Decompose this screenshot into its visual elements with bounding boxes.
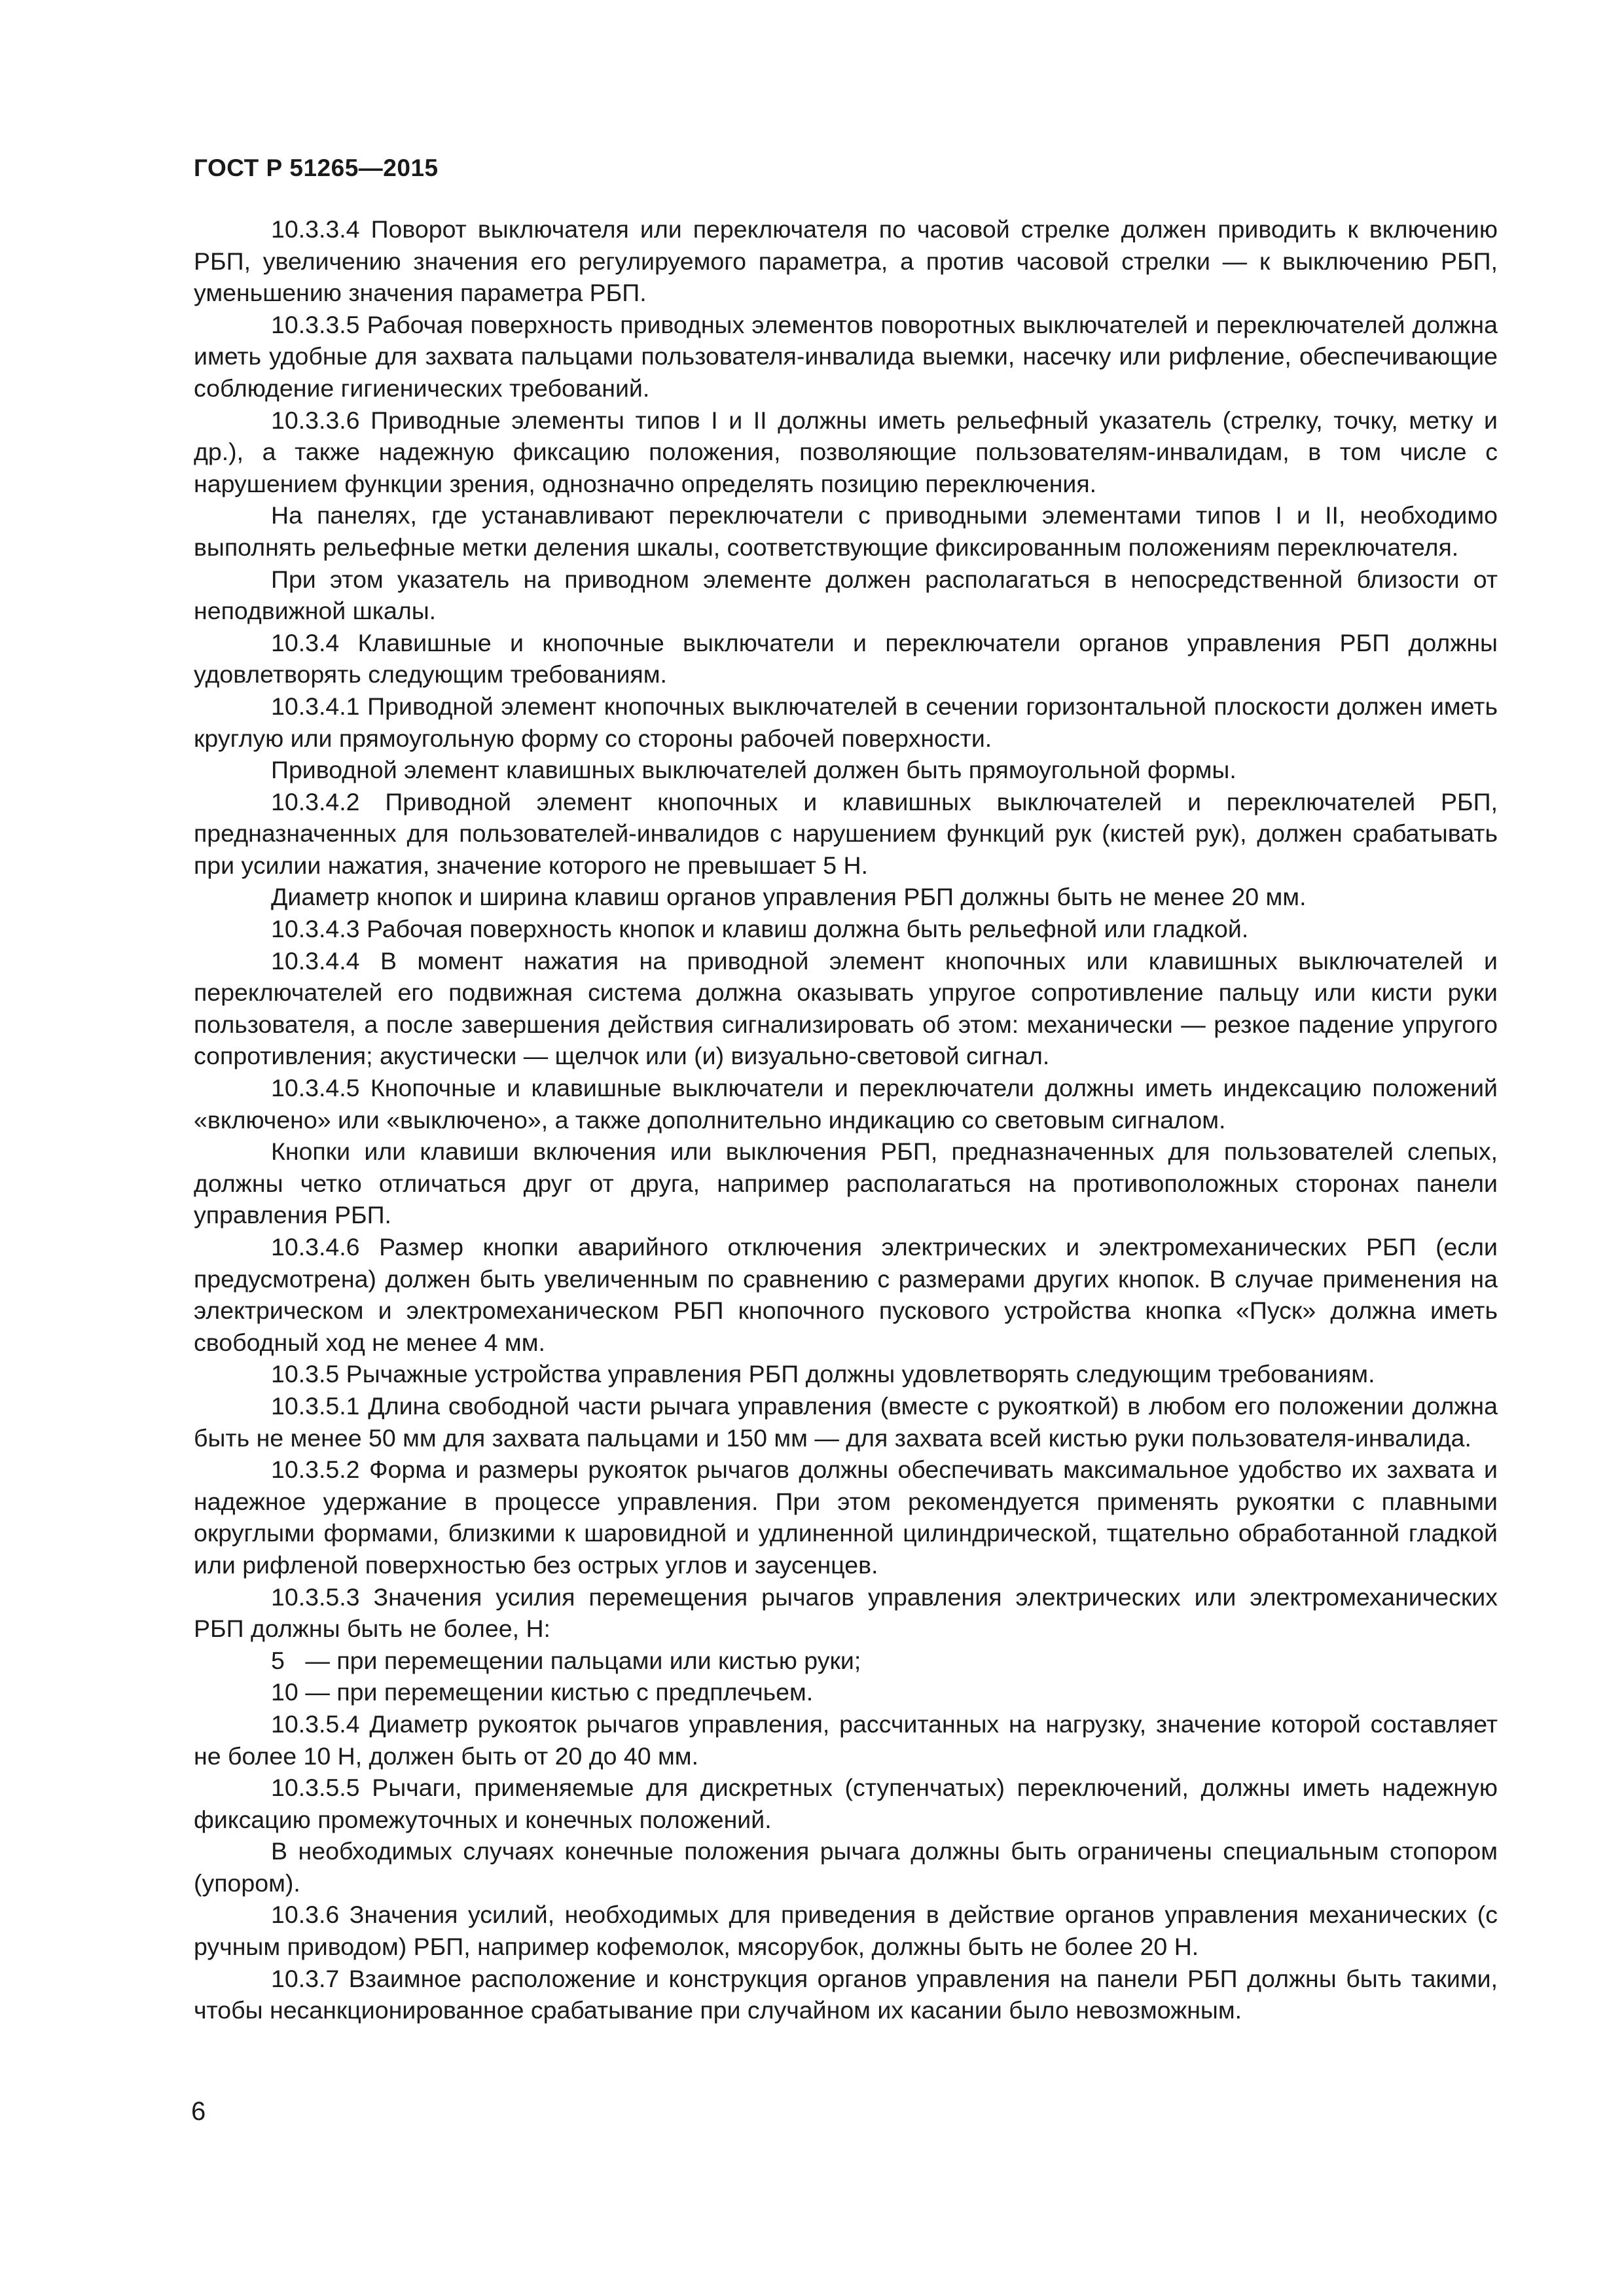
paragraph: 10.3.5.5 Рычаги, применяемые для дискретных (ступенчатых) переключений, должны иметь надежную фиксацию промежуточных и конечных положений. xyxy=(194,1774,1498,1833)
paragraph: 10.3.4.6 Размер кнопки аварийного отключения электрических и электромеханических РБП (если предусмотрена) должен быть увеличенным по сравнению с размерами других кнопок. В случае применения на электрическом и электромеханическом РБП кнопочного пускового устройства кнопка «Пуск» должна иметь свободный ход не менее 4 мм. xyxy=(194,1233,1498,1356)
paragraph: 10.3.4.5 Кнопочные и клавишные выключатели и переключатели должны иметь индексацию положений «включено» или «выключено», а также дополнительно индикацию со световым сигналом. xyxy=(194,1074,1498,1134)
paragraph: Кнопки или клавиши включения или выключения РБП, предназначенных для пользователей слепых, должны четко отличаться друг от друга, например располагаться на противоположных сторонах панели управления РБП. xyxy=(194,1138,1498,1229)
paragraph: 10.3.3.4 Поворот выключателя или переключателя по часовой стрелке должен приводить к включению РБП, увеличению значения его регулируемого параметра, а против часовой стрелки — к выключению РБП, уменьшению значения параметра РБП. xyxy=(194,215,1498,307)
force-description: — при перемещении пальцами или кистью руки; xyxy=(305,1646,861,1674)
paragraph: В необходимых случаях конечные положения рычага должны быть ограничены специальным стопором (упором). xyxy=(194,1837,1498,1897)
force-value: 5 xyxy=(271,1646,285,1674)
paragraph: 10.3.5.2 Форма и размеры рукояток рычагов должны обеспечивать максимальное удобство их захвата и надежное удержание в процессе управления. При этом рекомендуется применять рукоятки с плавными округлыми формами, близкими к шаровидной и удлиненной цилиндрической, тщательно обработанной гладкой или рифленой поверхностью без острых углов и заусенцев. xyxy=(194,1456,1498,1579)
document-body xyxy=(194,213,1498,2026)
paragraph: 10.3.4 Клавишные и кнопочные выключатели и переключатели органов управления РБП должны удовлетворять следующим требованиям. xyxy=(194,628,1498,689)
paragraph: Приводной элемент клавишных выключателей должен быть прямоугольной формы. xyxy=(271,756,1236,784)
force-list-item xyxy=(194,1645,1498,1677)
paragraph: Диаметр кнопок и ширина клавиш органов управления РБП должны быть не менее 20 мм. xyxy=(271,883,1307,911)
paragraph: 10.3.5 Рычажные устройства управления РБП должны удовлетворять следующим требованиям. xyxy=(271,1360,1375,1388)
force-value: 10 xyxy=(271,1678,298,1706)
paragraph: 10.3.4.2 Приводной элемент кнопочных и клавишных выключателей и переключателей РБП, предназначенных для пользователей-инвалидов с нарушением функций рук (кистей рук), должен срабатывать при усилии нажатия, значение которого не превышает 5 Н. xyxy=(194,787,1498,879)
paragraph: На панелях, где устанавливают переключатели с приводными элементами типов I и II, необходимо выполнять рельефные метки деления шкалы, соответствующие фиксированным положениям переключателя. xyxy=(194,501,1498,561)
paragraph: 10.3.4.1 Приводной элемент кнопочных выключателей в сечении горизонтальной плоскости должен иметь круглую или прямоугольную форму со стороны рабочей поверхности. xyxy=(194,692,1498,752)
paragraph: 10.3.3.5 Рабочая поверхность приводных элементов поворотных выключателей и переключателей должна иметь удобные для захвата пальцами пользователя-инвалида выемки, насечку или рифление, обеспечивающие соблюдение гигиенических требований. xyxy=(194,310,1498,402)
paragraph: 10.3.5.1 Длина свободной части рычага управления (вместе с рукояткой) в любом его положении должна быть не менее 50 мм для захвата пальцами и 150 мм — для захвата всей кистью руки пользователя-инвалида. xyxy=(194,1391,1498,1452)
force-description: — при перемещении кистью с предплечьем. xyxy=(305,1678,814,1706)
paragraph: 10.3.5.4 Диаметр рукояток рычагов управления, рассчитанных на нагрузку, значение которой составляет не более 10 Н, должен быть от 20 до 40 мм. xyxy=(194,1710,1498,1770)
standard-header: ГОСТ Р 51265—2015 xyxy=(194,154,439,181)
paragraph: 10.3.4.4 В момент нажатия на приводной элемент кнопочных или клавишных выключателей и переключателей его подвижная система должна оказывать упругое сопротивление пальцу или кисти руки пользователя, а после завершения действия сигнализировать об этом: механически — резкое падение упругого сопротивления; акустически — щелчок или (и) визуально-световой сигнал. xyxy=(194,946,1498,1070)
paragraph: 10.3.3.6 Приводные элементы типов I и II должны иметь рельефный указатель (стрелку, точку, метку и др.), а также надежную фиксацию положения, позволяющие пользователям-инвалидам, в том числе с нарушением функции зрения, однозначно определять позицию переключения. xyxy=(194,406,1498,497)
paragraph: 10.3.6 Значения усилий, необходимых для приведения в действие органов управления механических (с ручным приводом) РБП, например кофемолок, мясорубок, должны быть не более 20 Н. xyxy=(194,1901,1498,1961)
page-number: 6 xyxy=(191,2097,206,2126)
paragraph: 10.3.4.3 Рабочая поверхность кнопок и клавиш должна быть рельефной или гладкой. xyxy=(271,915,1249,943)
paragraph: 10.3.7 Взаимное расположение и конструкция органов управления на панели РБП должны быть такими, чтобы несанкционированное срабатывание при случайном их касании было невозможным. xyxy=(194,1964,1498,2024)
force-list-item xyxy=(194,1676,1498,1708)
paragraph: При этом указатель на приводном элементе должен располагаться в непосредственной близости от неподвижной шкалы. xyxy=(194,565,1498,625)
paragraph: 10.3.5.3 Значения усилия перемещения рычагов управления электрических или электромеханических РБП должны быть не более, Н: xyxy=(194,1583,1498,1643)
